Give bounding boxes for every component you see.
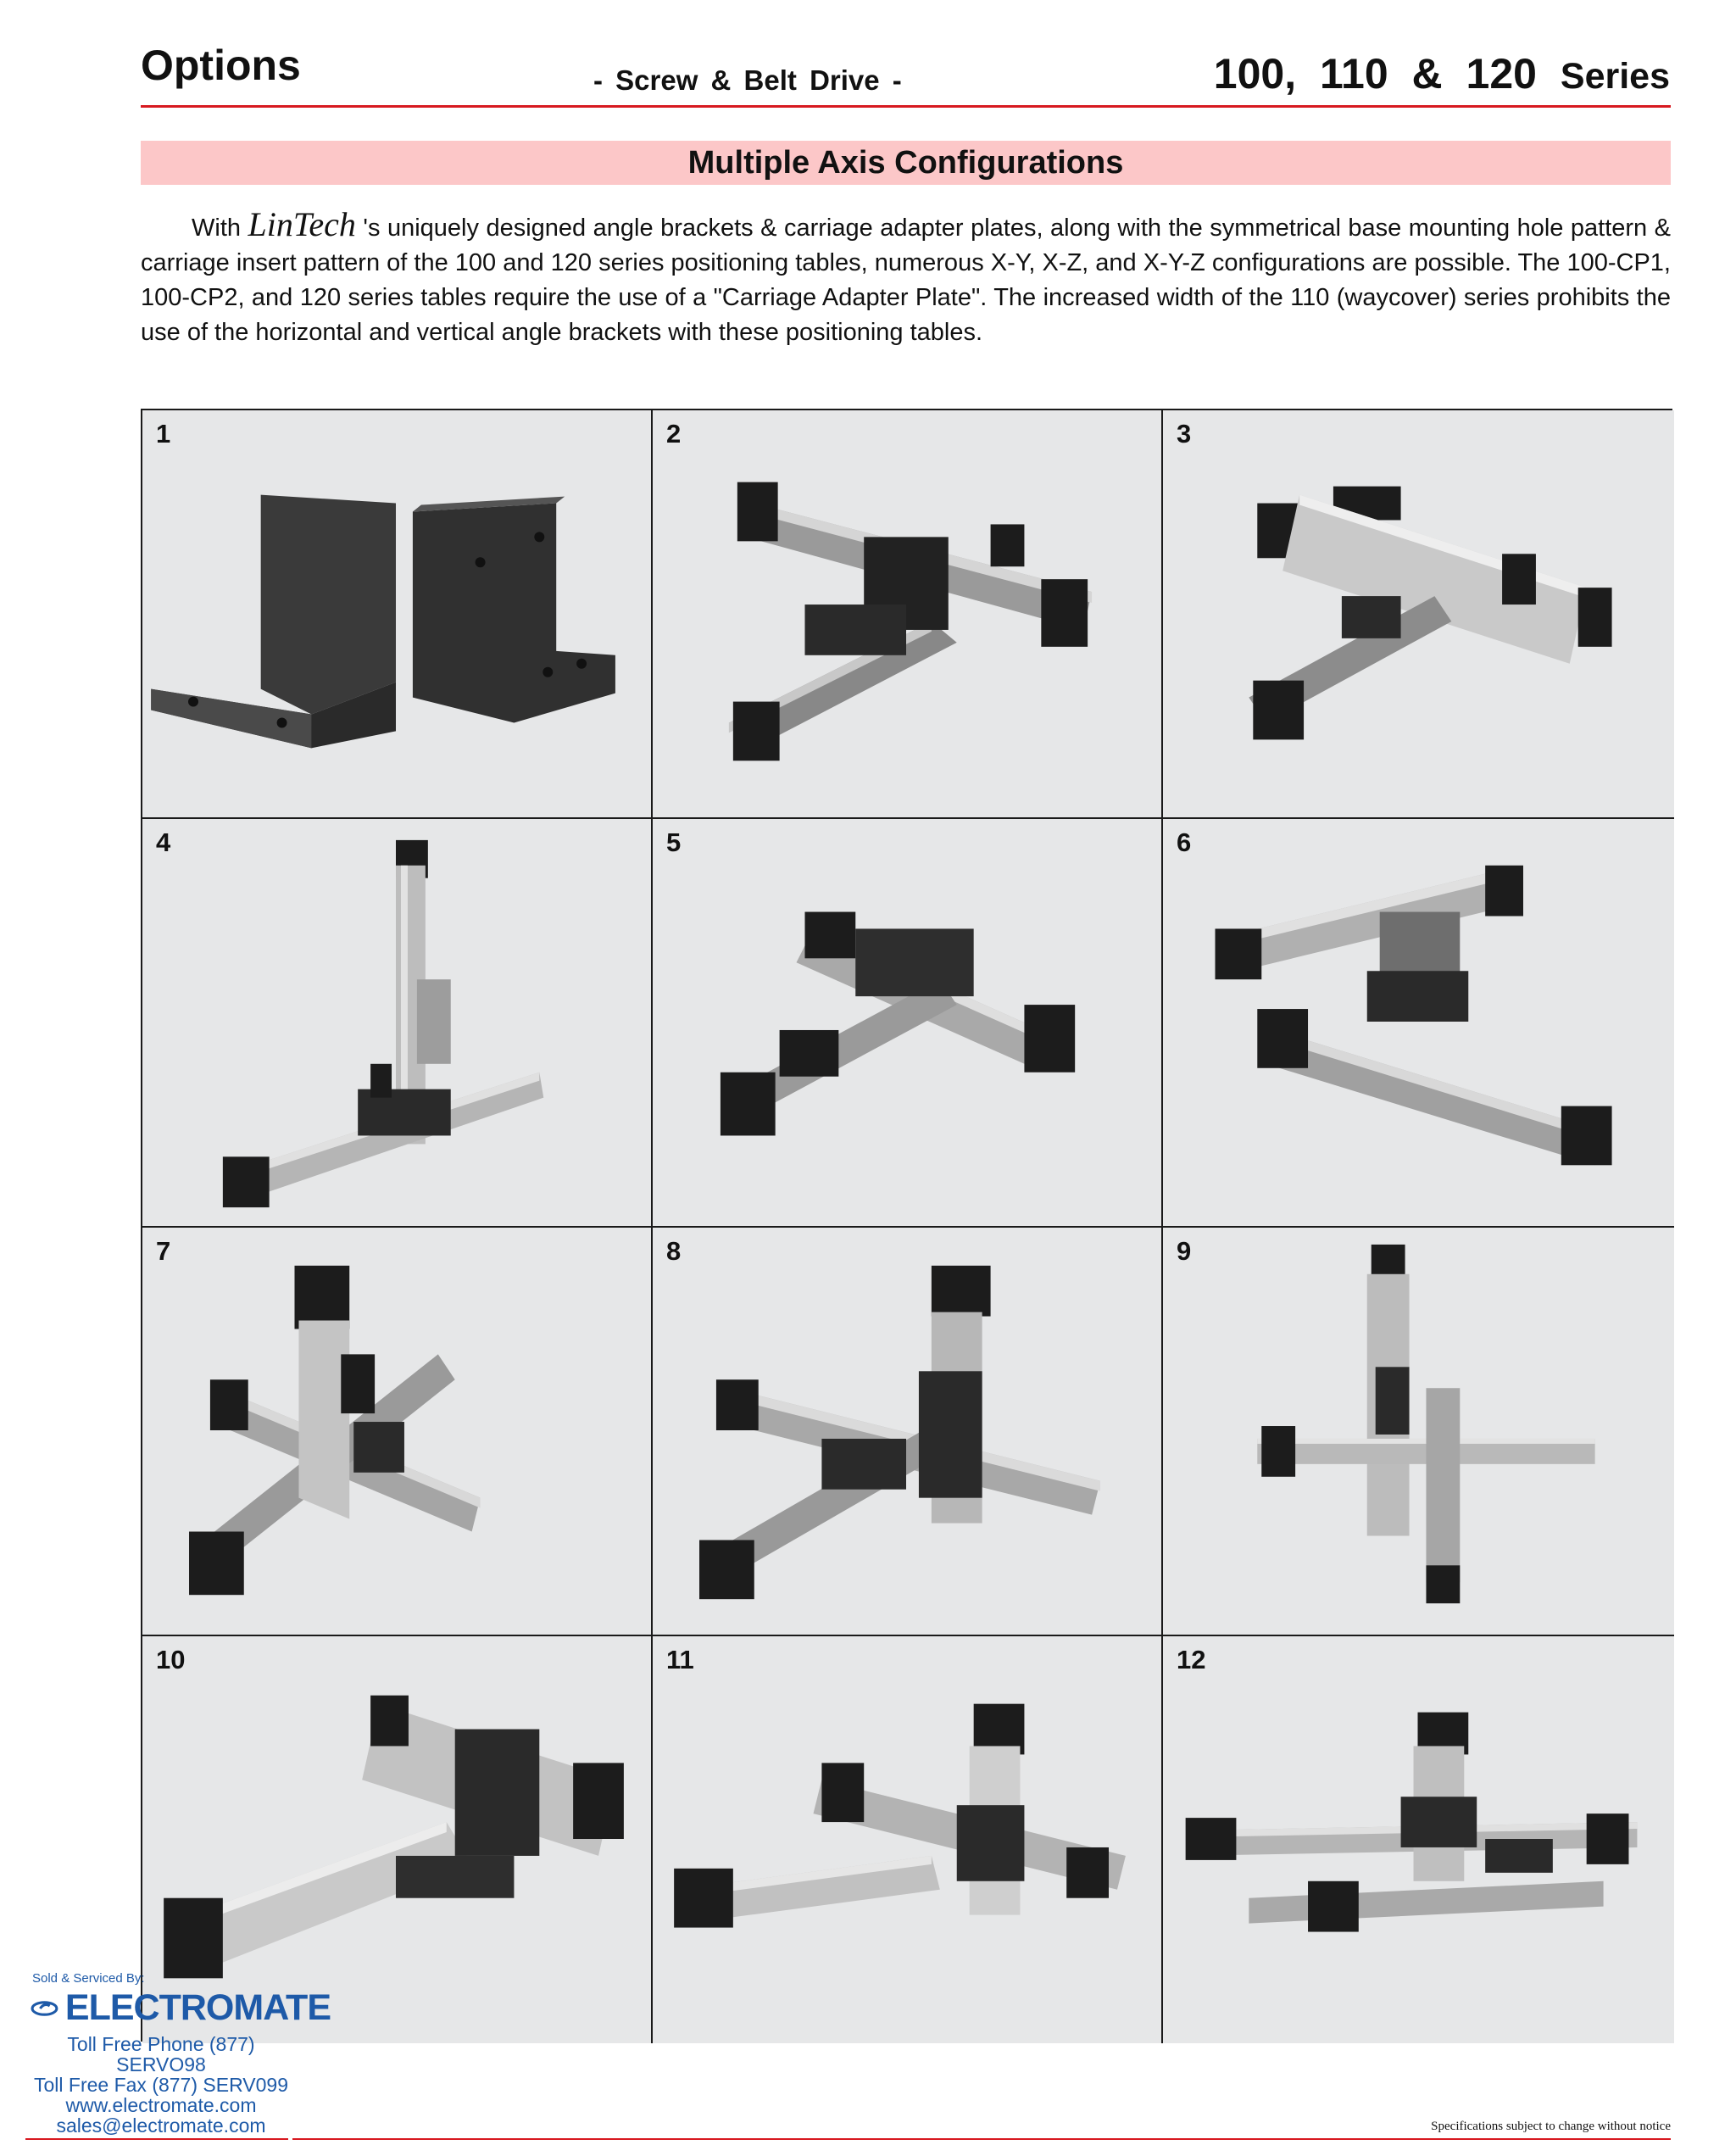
configuration-number: 4: [156, 827, 171, 857]
dealer-stamp: [25, 1971, 331, 2136]
configuration-cell: [653, 1636, 1163, 2043]
configuration-number: 5: [666, 827, 682, 857]
configuration-cell: [142, 819, 653, 1228]
page-section-label: Options: [141, 42, 301, 89]
angle-brackets-photo: [142, 410, 651, 817]
configuration-number: 11: [666, 1645, 694, 1674]
dealer-email-link[interactable]: sales@electromate.com: [56, 2114, 266, 2137]
brand-name: LinTech: [248, 205, 356, 243]
intro-paragraph: [141, 207, 1671, 350]
configuration-cell: [1163, 410, 1674, 819]
configuration-number: 6: [1177, 827, 1192, 857]
gantry-xyz-photo: [1163, 1636, 1674, 2043]
dealer-phone: Toll Free Phone (877) SERVO98: [67, 2033, 255, 2075]
section-title: Multiple Axis Configurations: [141, 141, 1671, 185]
xz-table-photo: [142, 819, 651, 1226]
configuration-number: 9: [1177, 1236, 1192, 1266]
xy-table-photo: [653, 410, 1161, 817]
configuration-cell: [1163, 819, 1674, 1228]
footer-disclaimer: Specifications subject to change without notice: [1431, 2120, 1671, 2133]
footer-rule-left: [25, 2138, 288, 2140]
intro-body: 's uniquely designed angle brackets & carriage adapter plates, along with the symmetrical base mounting hole pattern & carriage insert pattern of the 100 and 120 series positioning tables, numerous X-Y, X-Z, and X-Y-Z configurations are possible. The 100-CP1, 100-CP2, and 120 series tables require the use of a "Carriage Adapter Plate". The increased width of the 110 (waycover) series prohibits the use of the horizontal and vertical angle brackets with these positioning tables.: [141, 214, 1671, 346]
configuration-number: 3: [1177, 419, 1192, 448]
xyz-vertical-plate-photo: [142, 1228, 651, 1635]
header-rule: [141, 105, 1671, 108]
dealer-fax: Toll Free Fax (877) SERV099: [34, 2074, 288, 2096]
series-word: Series: [1560, 56, 1670, 97]
xz-cross-photo: [1163, 1228, 1674, 1635]
xy-adapter-plate-photo: [1163, 410, 1674, 817]
configuration-cell: [653, 819, 1163, 1228]
drive-type-label: - Screw & Belt Drive -: [593, 64, 902, 96]
configuration-cell: [1163, 1636, 1674, 2043]
dealer-sold-by: Sold & Serviced By:: [32, 1971, 145, 1986]
waycover-xyz-photo: [653, 1636, 1161, 2043]
xy-stacked-photo: [653, 819, 1161, 1226]
configuration-cell: [1163, 1228, 1674, 1636]
intro-lead: With: [192, 214, 241, 242]
xyz-tower-photo: [653, 1228, 1161, 1635]
configuration-number: 12: [1177, 1645, 1206, 1674]
dealer-logo: [31, 1987, 331, 2029]
configuration-number: 7: [156, 1236, 171, 1266]
footer-rule: [292, 2138, 1671, 2140]
series-models: 100, 110 & 120: [1213, 50, 1537, 98]
configuration-number: 2: [666, 419, 682, 448]
configuration-cell: [653, 1228, 1163, 1636]
configuration-number: 8: [666, 1236, 682, 1266]
configuration-number: 1: [156, 419, 171, 448]
dealer-logo-text: ELECTROMATE: [64, 1987, 331, 2028]
electromate-logo-icon: [31, 1992, 58, 2025]
series-label: [1214, 49, 1670, 98]
dealer-website-link[interactable]: www.electromate.com: [65, 2094, 257, 2116]
configuration-cell: [142, 410, 653, 819]
dealer-contact: [25, 2034, 297, 2136]
configuration-grid: [141, 409, 1672, 2042]
configuration-cell: [142, 1228, 653, 1636]
configuration-cell: [653, 410, 1163, 819]
configuration-number: 10: [156, 1645, 186, 1674]
xy-cross-photo: [1163, 819, 1674, 1226]
